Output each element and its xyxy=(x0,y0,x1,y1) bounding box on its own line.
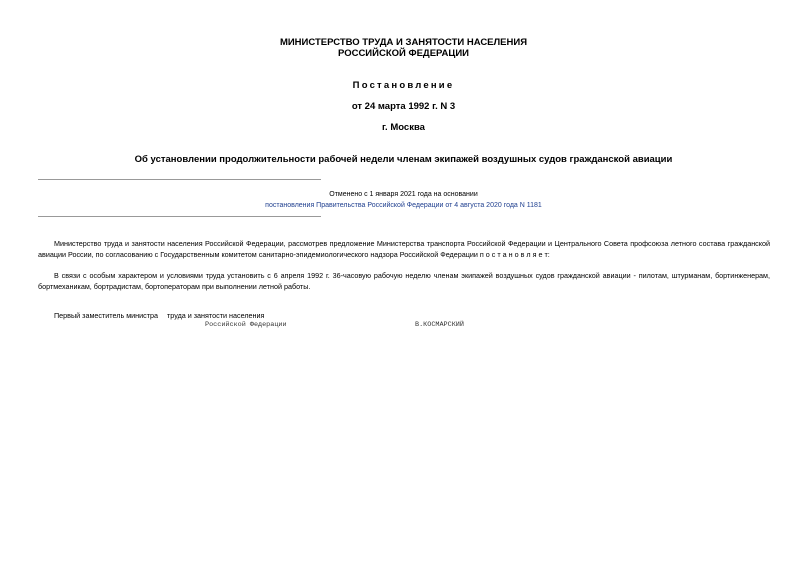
signature-position-2: труда и занятости населения xyxy=(167,311,265,320)
signature-name: В.КОСМАРСКИЙ xyxy=(415,321,464,329)
divider-bottom xyxy=(38,216,321,217)
document-date-number: от 24 марта 1992 г. N 3 xyxy=(351,101,456,112)
signature-position-1: Первый заместитель министра xyxy=(54,311,159,320)
body-paragraph-1: Министерство труда и занятости населения Российской Федерации, рассмотрев предложение Министерства транспорта Российской Федерации и Центрального Совета профсоюза летного состава гражданской авиации России, по согласованию с Государственным комитетом санитарно-эпидемиологического надзора Российской Федерации п о с т а н о в л я е т: xyxy=(38,239,770,259)
revocation-link[interactable]: постановления Правительства Российской Федерации от 4 августа 2020 года N 1181 xyxy=(265,202,542,209)
ministry-header xyxy=(0,37,807,59)
revocation-notice: Отменено с 1 января 2021 года на основании xyxy=(329,191,478,198)
document-subject: Об установлении продолжительности рабочей недели членам экипажей воздушных судов гражданской авиации xyxy=(134,154,673,165)
ministry-line-1: МИНИСТЕРСТВО ТРУДА И ЗАНЯТОСТИ НАСЕЛЕНИЯ xyxy=(279,37,528,48)
body-paragraph-2: В связи с особым характером и условиями труда установить с 6 апреля 1992 г. 36-часовую рабочую неделю членам экипажей воздушных судов гражданской авиации - пилотам, штурманам, бортинженерам, бортмеханикам, бортрадистам, бортоператорам при выполнении летной работы. xyxy=(38,271,770,291)
ministry-line-2: РОССИЙСКОЙ ФЕДЕРАЦИИ xyxy=(337,48,469,59)
document-city: г. Москва xyxy=(382,122,425,133)
divider-top xyxy=(38,179,321,180)
signature-position-3: Российской Федерации xyxy=(205,321,287,329)
document-type: Постановление xyxy=(352,80,455,91)
